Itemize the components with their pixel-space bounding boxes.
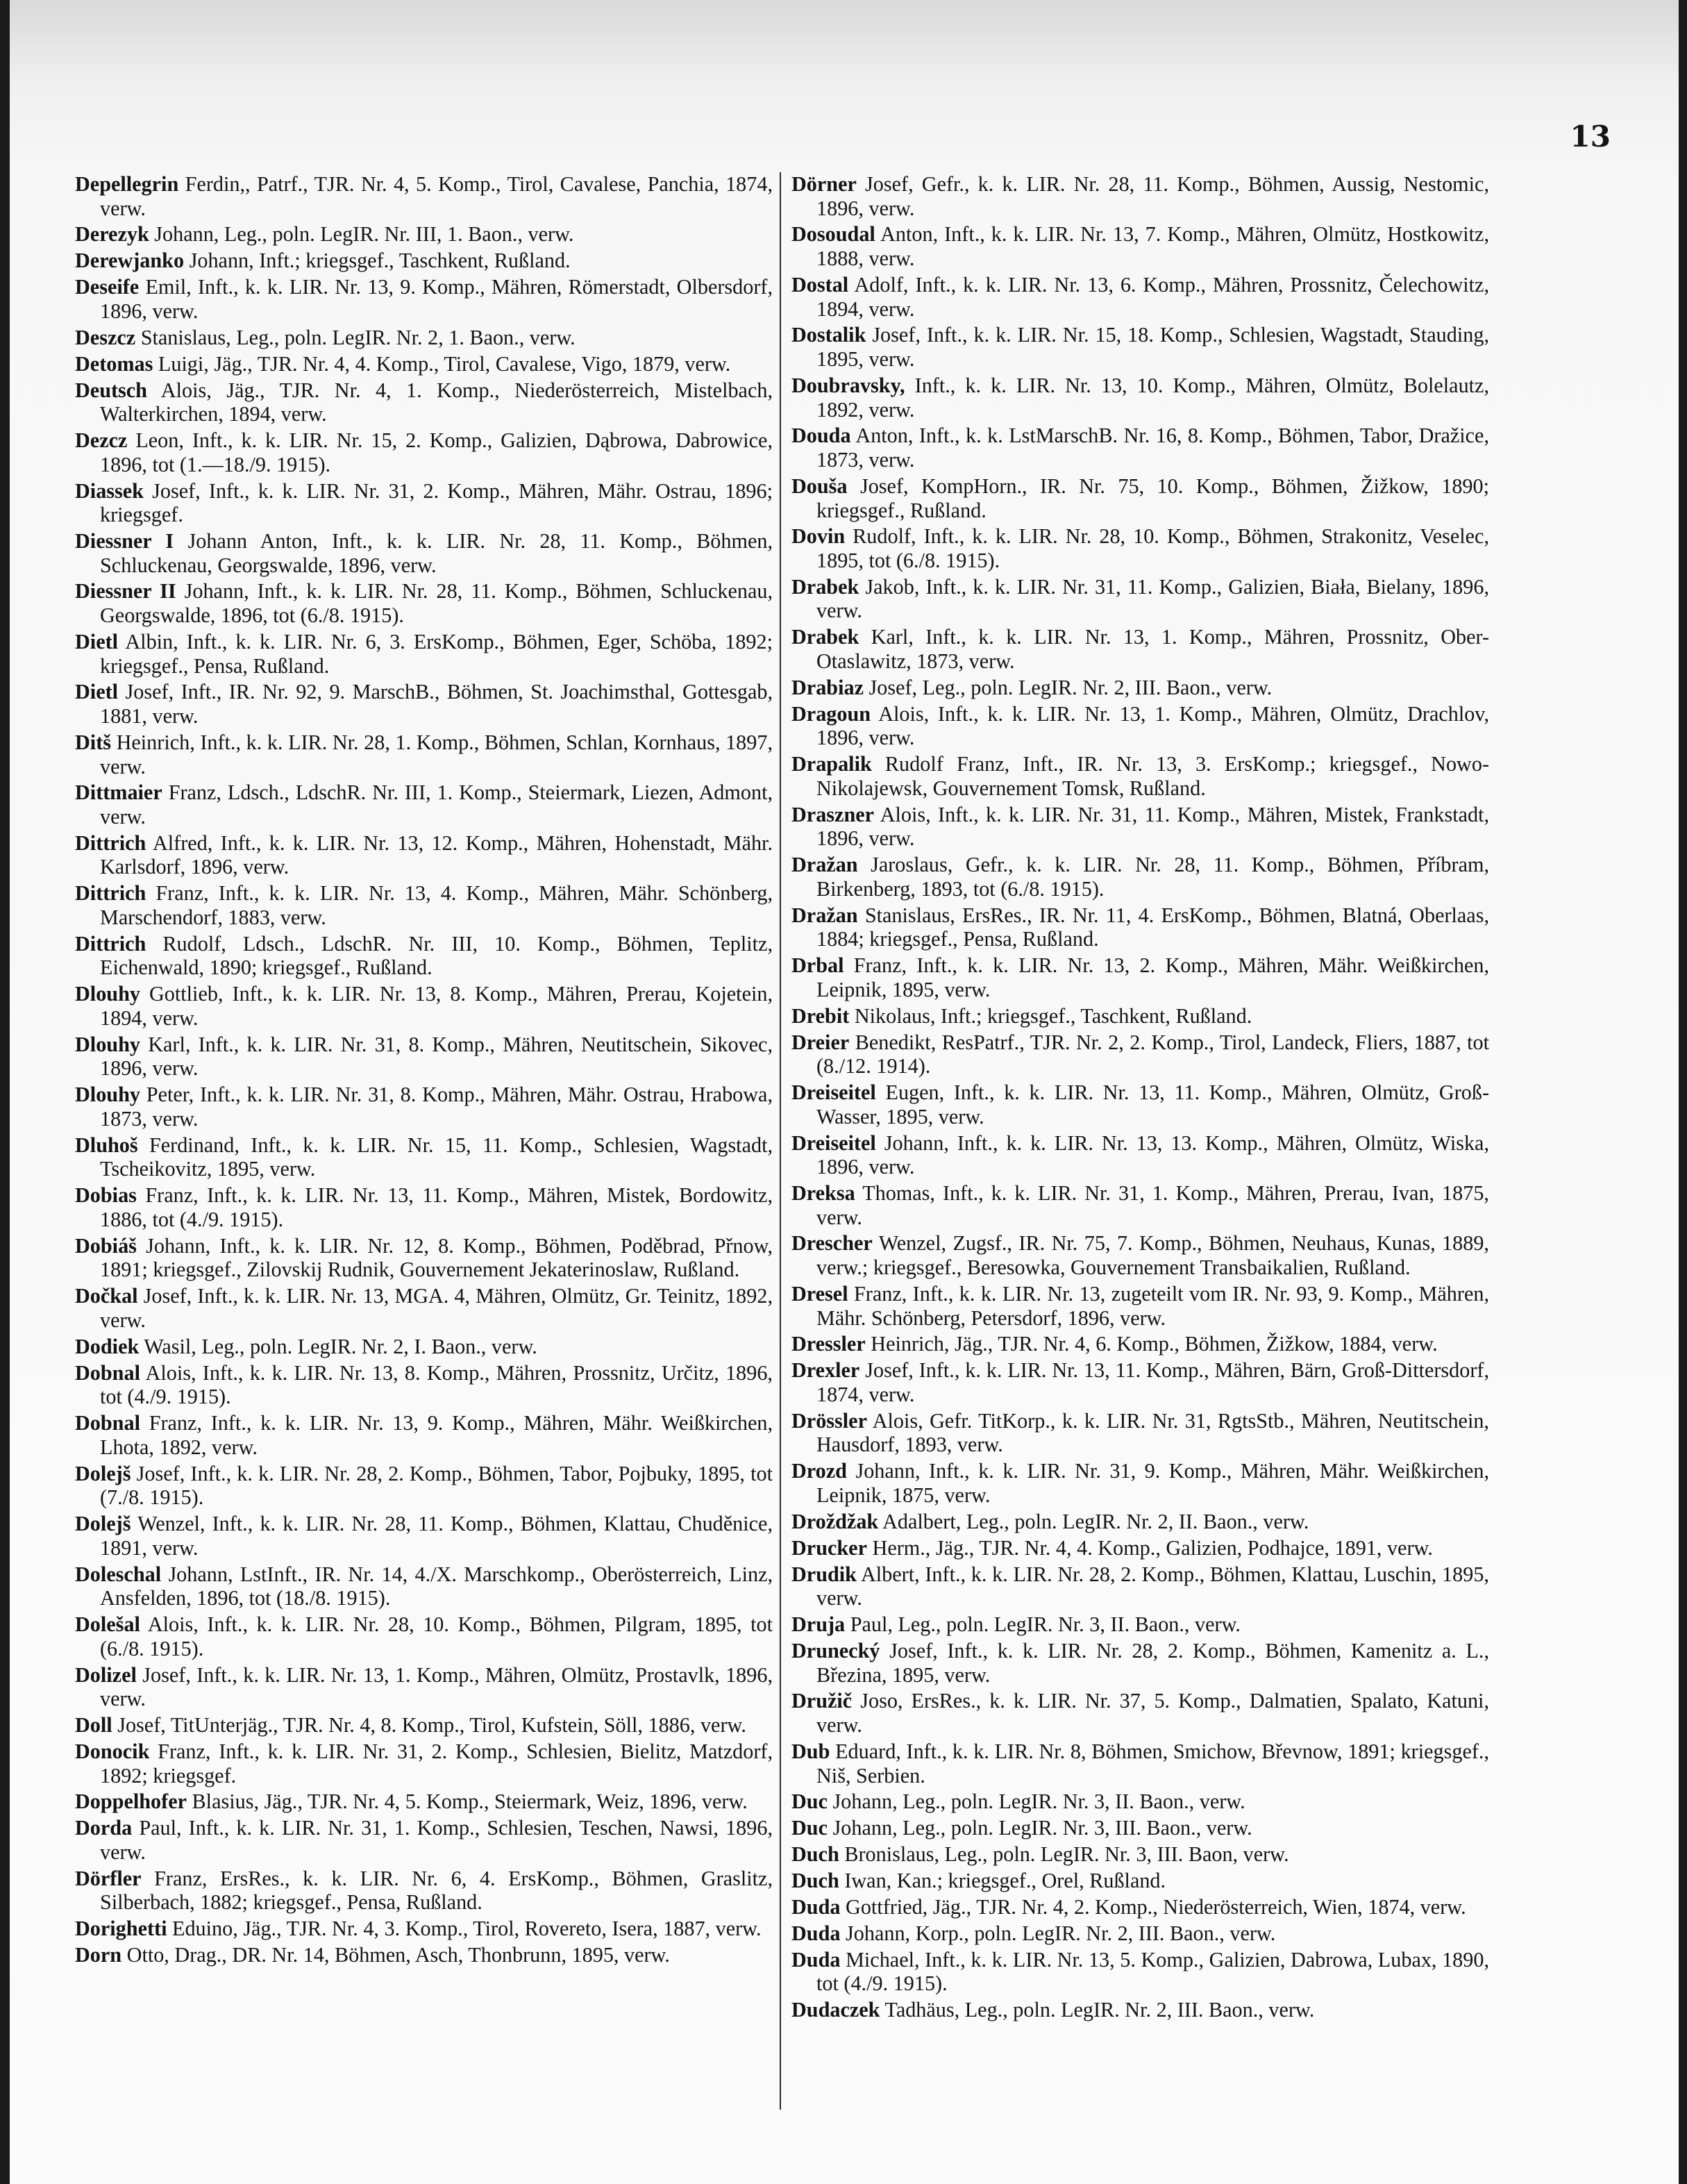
register-entry <box>75 1083 773 1131</box>
entry-details: Johann, LstInft., IR. Nr. 14, 4./X. Marschkomp., Oberösterreich, Linz, Ansfelden, 1896, tot (18./8. 1915). <box>100 1562 773 1610</box>
register-entry <box>75 1663 773 1711</box>
entry-details: Karl, Inft., k. k. LIR. Nr. 13, 1. Komp., Mähren, Prossnitz, Ober-Otaslawitz, 1873, verw. <box>816 625 1489 673</box>
entry-details: Albin, Inft., k. k. LIR. Nr. 6, 3. ErsKomp., Böhmen, Eger, Schöba, 1892; kriegsgef., Pensa, Rußland. <box>100 629 773 678</box>
entry-details: Adolf, Inft., k. k. LIR. Nr. 13, 6. Komp., Mähren, Prossnitz, Čelechowitz, 1894, verw. <box>816 272 1489 321</box>
entry-details: Josef, Inft., k. k. LIR. Nr. 13, MGA. 4, Mähren, Olmütz, Gr. Teinitz, 1892, verw. <box>100 1284 773 1332</box>
entry-surname: Doll <box>75 1713 112 1737</box>
register-entry <box>791 953 1489 1001</box>
entry-surname: Dražan <box>791 903 858 927</box>
column-divider <box>780 172 781 2110</box>
entry-details: Johann, Inft., k. k. LIR. Nr. 12, 8. Komp., Böhmen, Poděbrad, Přnow, 1891; kriegsgef., Zilovskij Rudnik, Gouvernement Jekaterinoslaw, Rußland. <box>100 1233 773 1282</box>
register-entry <box>75 1335 773 1359</box>
entry-details: Leon, Inft., k. k. LIR. Nr. 15, 2. Komp., Galizien, Dąbrowa, Dabrowice, 1896, tot (1.—18./9. 1915). <box>100 428 773 476</box>
entry-surname: Dietl <box>75 680 119 704</box>
entry-details: Josef, Inft., k. k. LIR. Nr. 28, 2. Komp., Böhmen, Kamenitz a. L., Březina, 1895, verw. <box>816 1638 1490 1687</box>
entry-details: Gottfried, Jäg., TJR. Nr. 4, 2. Komp., Niederösterreich, Wien, 1874, verw. <box>846 1894 1466 1919</box>
entry-surname: Dosoudal <box>791 222 875 247</box>
register-entry <box>791 1282 1489 1330</box>
entry-surname: Dobnal <box>75 1360 140 1385</box>
entry-details: Franz, Inft., k. k. LIR. Nr. 13, 4. Komp., Mähren, Mähr. Schönberg, Marschendorf, 1883, verw. <box>100 881 773 929</box>
entry-surname: Deseife <box>75 275 140 299</box>
entry-details: Blasius, Jäg., TJR. Nr. 4, 5. Komp., Steiermark, Weiz, 1896, verw. <box>192 1790 748 1814</box>
entry-details: Franz, Inft., k. k. LIR. Nr. 13, 11. Komp., Mähren, Mistek, Bordowitz, 1886, tot (4./9. 1915). <box>100 1183 773 1231</box>
entry-surname: Dragoun <box>791 701 871 726</box>
entry-details: Josef, Inft., k. k. LIR. Nr. 13, 1. Komp., Mähren, Olmütz, Prostavlk, 1896, verw. <box>100 1662 773 1711</box>
register-entry <box>791 1332 1489 1356</box>
register-entry <box>75 1943 773 1967</box>
entry-details: Eugen, Inft., k. k. LIR. Nr. 13, 11. Komp., Mähren, Olmütz, Groß-Wasser, 1895, verw. <box>816 1081 1490 1128</box>
register-entry <box>75 428 773 476</box>
entry-details: Johann, Leg., poln. LegIR. Nr. 3, II. Baon., verw. <box>832 1790 1245 1814</box>
entry-details: Heinrich, Inft., k. k. LIR. Nr. 28, 1. Komp., Böhmen, Schlan, Kornhaus, 1897, verw. <box>100 730 773 778</box>
entry-details: Emil, Inft., k. k. LIR. Nr. 13, 9. Komp., Mähren, Römerstadt, Olbersdorf, 1896, verw. <box>100 275 773 323</box>
entry-details: Johann, Korp., poln. LegIR. Nr. 2, III. Baon., verw. <box>846 1921 1276 1945</box>
entry-surname: Dlouhy <box>75 1083 140 1107</box>
entry-surname: Dolejš <box>75 1512 131 1536</box>
entry-surname: Dreiseitel <box>791 1131 876 1155</box>
entry-surname: Douda <box>791 424 851 448</box>
entry-surname: Dodiek <box>75 1334 140 1358</box>
page-number: 13 <box>1570 119 1611 153</box>
right-column <box>791 172 1489 2024</box>
entry-details: Alois, Jäg., TJR. Nr. 4, 1. Komp., Niederösterreich, Mistelbach, Walterkirchen, 1894, verw. <box>100 378 773 426</box>
entry-surname: Diessner I <box>75 528 174 553</box>
entry-details: Alois, Inft., k. k. LIR. Nr. 13, 1. Komp., Mähren, Olmütz, Drachlov, 1896, verw. <box>816 701 1489 750</box>
register-entry <box>75 1133 773 1181</box>
register-entry <box>791 1181 1489 1229</box>
register-entry <box>75 275 773 323</box>
register-entry <box>791 1409 1489 1457</box>
entry-surname: Dostalik <box>791 323 866 347</box>
register-entry <box>791 1131 1489 1179</box>
register-entry <box>791 172 1489 220</box>
entry-details: Franz, ErsRes., k. k. LIR. Nr. 6, 4. ErsKomp., Böhmen, Graslitz, Silberbach, 1882; kriegsgef., Pensa, Rußland. <box>100 1866 773 1915</box>
entry-surname: Drescher <box>791 1231 873 1256</box>
register-entry <box>791 1869 1489 1893</box>
register-entry <box>791 1689 1489 1737</box>
entry-surname: Dressler <box>791 1332 866 1356</box>
entry-details: Albert, Inft., k. k. LIR. Nr. 28, 2. Komp., Böhmen, Klattau, Luschin, 1895, verw. <box>816 1562 1489 1610</box>
left-column <box>75 172 773 1969</box>
entry-surname: Diessner II <box>75 579 176 603</box>
entry-details: Stanislaus, Leg., poln. LegIR. Nr. 2, 1. Baon., verw. <box>140 325 576 349</box>
entry-surname: Doppelhofer <box>75 1790 187 1814</box>
entry-details: Alois, Inft., k. k. LIR. Nr. 28, 10. Komp., Böhmen, Pilgram, 1895, tot (6./8. 1915). <box>100 1612 773 1660</box>
entry-surname: Dorighetti <box>75 1917 167 1941</box>
entry-details: Josef, Inft., k. k. LIR. Nr. 15, 18. Komp., Schlesien, Wagstadt, Stauding, 1895, verw. <box>816 323 1489 372</box>
entry-details: Herm., Jäg., TJR. Nr. 4, 4. Komp., Galizien, Podhajce, 1891, verw. <box>872 1535 1433 1560</box>
entry-details: Wenzel, Inft., k. k. LIR. Nr. 28, 11. Komp., Böhmen, Klattau, Chuděnice, 1891, verw. <box>100 1512 773 1560</box>
register-entry <box>791 1790 1489 1814</box>
register-entry <box>791 1895 1489 1919</box>
entry-surname: Dorda <box>75 1816 133 1840</box>
entry-surname: Dreiseitel <box>791 1081 876 1105</box>
register-entry <box>791 1740 1489 1787</box>
entry-details: Ferdinand, Inft., k. k. LIR. Nr. 15, 11. Komp., Schlesien, Wagstadt, Tscheikovitz, 1895, verw. <box>100 1133 773 1181</box>
register-entry <box>75 352 773 376</box>
entry-surname: Dreksa <box>791 1181 855 1205</box>
entry-details: Luigi, Jäg., TJR. Nr. 4, 4. Komp., Tirol, Cavalese, Vigo, 1879, verw. <box>158 351 731 376</box>
entry-details: Wasil, Leg., poln. LegIR. Nr. 2, I. Baon., verw. <box>144 1334 537 1358</box>
register-entry <box>791 1612 1489 1637</box>
entry-details: Benedikt, ResPatrf., TJR. Nr. 2, 2. Komp., Tirol, Landeck, Fliers, 1887, tot (8./12. 1914). <box>816 1030 1489 1078</box>
entry-details: Josef, TitUnterjäg., TJR. Nr. 4, 8. Komp., Tirol, Kufstein, Söll, 1886, verw. <box>117 1713 746 1737</box>
register-entry <box>75 881 773 929</box>
register-entry <box>791 803 1489 851</box>
register-entry <box>791 1031 1489 1078</box>
register-entry <box>75 579 773 627</box>
register-entry <box>75 1562 773 1610</box>
entry-surname: Doubravsky, <box>791 373 905 397</box>
entry-surname: Detomas <box>75 351 153 376</box>
register-entry <box>791 1998 1489 2022</box>
entry-details: Alois, Inft., k. k. LIR. Nr. 13, 8. Komp., Mähren, Prossnitz, Určitz, 1896, tot (4./9. 1915). <box>100 1360 773 1409</box>
entry-details: Johann, Inft., k. k. LIR. Nr. 13, 13. Komp., Mähren, Olmütz, Wiska, 1896, verw. <box>816 1131 1489 1179</box>
register-entry <box>75 731 773 778</box>
register-entry <box>75 982 773 1030</box>
entry-details: Jakob, Inft., k. k. LIR. Nr. 31, 11. Komp., Galizien, Biała, Bielany, 1896, verw. <box>816 574 1489 623</box>
register-entry <box>75 1512 773 1560</box>
entry-surname: Dolizel <box>75 1662 137 1687</box>
entry-surname: Doleschal <box>75 1562 162 1586</box>
register-entry <box>791 752 1489 800</box>
entry-surname: Dorn <box>75 1943 122 1967</box>
entry-details: Franz, Inft., k. k. LIR. Nr. 13, 9. Komp., Mähren, Mähr. Weißkirchen, Lhota, 1892, verw. <box>100 1411 773 1459</box>
entry-surname: Dobias <box>75 1183 137 1208</box>
entry-surname: Donocik <box>75 1739 150 1763</box>
register-entry <box>75 1033 773 1081</box>
register-entry <box>791 1459 1489 1507</box>
register-entry <box>791 1639 1489 1687</box>
entry-surname: Dittmaier <box>75 781 162 805</box>
register-entry <box>75 222 773 247</box>
entry-details: Franz, Inft., k. k. LIR. Nr. 13, 2. Komp., Mähren, Mähr. Weißkirchen, Leipnik, 1895, verw. <box>816 953 1489 1001</box>
entry-details: Michael, Inft., k. k. LIR. Nr. 13, 5. Komp., Galizien, Dabrowa, Lubax, 1890, tot (4./9. 1915). <box>816 1947 1489 1996</box>
register-entry <box>75 249 773 273</box>
entry-details: Alfred, Inft., k. k. LIR. Nr. 13, 12. Komp., Mähren, Hohenstadt, Mähr. Karlsdorf, 1896, verw. <box>100 831 773 879</box>
entry-surname: Dolešal <box>75 1612 140 1637</box>
entry-surname: Dlouhy <box>75 1032 140 1056</box>
entry-details: Johann, Inft.; kriegsgef., Taschkent, Rußland. <box>189 249 571 273</box>
entry-surname: Derezyk <box>75 222 149 247</box>
entry-details: Anton, Inft., k. k. LstMarschB. Nr. 16, 8. Komp., Böhmen, Tabor, Dražice, 1873, verw. <box>816 424 1489 472</box>
entry-details: Jaroslaus, Gefr., k. k. LIR. Nr. 28, 11. Komp., Böhmen, Příbram, Birkenberg, 1893, tot (6./8. 1915). <box>816 853 1489 901</box>
entry-surname: Drucker <box>791 1535 867 1560</box>
register-entry <box>75 1183 773 1231</box>
entry-surname: Dolejš <box>75 1461 131 1485</box>
register-entry <box>791 1816 1489 1840</box>
register-entry <box>75 479 773 527</box>
entry-surname: Dittrich <box>75 881 146 906</box>
entry-surname: Dluhoš <box>75 1133 138 1157</box>
register-entry <box>75 1361 773 1409</box>
register-entry <box>791 575 1489 623</box>
entry-details: Nikolaus, Inft.; kriegsgef., Taschkent, Rußland. <box>854 1003 1252 1028</box>
entry-surname: Drexler <box>791 1358 860 1383</box>
entry-details: Alois, Inft., k. k. LIR. Nr. 31, 11. Komp., Mähren, Mistek, Frankstadt, 1896, verw. <box>816 802 1490 851</box>
entry-surname: Dovin <box>791 524 846 549</box>
entry-details: Eduard, Inft., k. k. LIR. Nr. 8, Böhmen, Smichow, Břevnow, 1891; kriegsgef., Niš, Serbien. <box>816 1739 1490 1787</box>
entry-details: Adalbert, Leg., poln. LegIR. Nr. 2, II. Baon., verw. <box>882 1509 1309 1533</box>
entry-surname: Drozd <box>791 1459 847 1483</box>
register-entry <box>75 1612 773 1660</box>
entry-surname: Dobiáš <box>75 1233 137 1258</box>
entry-details: Tadhäus, Leg., poln. LegIR. Nr. 2, III. Baon., verw. <box>884 1998 1315 2022</box>
entry-surname: Druja <box>791 1612 846 1637</box>
register-entry <box>791 625 1489 673</box>
entry-details: Johann, Leg., poln. LegIR. Nr. 3, III. Baon., verw. <box>832 1816 1252 1840</box>
register-entry <box>791 374 1489 422</box>
entry-details: Johann, Inft., k. k. LIR. Nr. 28, 11. Komp., Böhmen, Schluckenau, Georgswalde, 1896, tot (6./8. 1915). <box>100 579 773 628</box>
entry-details: Ferdin,, Patrf., TJR. Nr. 4, 5. Komp., Tirol, Cavalese, Panchia, 1874, verw. <box>100 172 773 220</box>
entry-surname: Dezcz <box>75 428 128 453</box>
entry-details: Paul, Leg., poln. LegIR. Nr. 3, II. Baon., verw. <box>850 1612 1241 1637</box>
register-entry <box>75 932 773 980</box>
register-entry <box>75 1411 773 1459</box>
entry-surname: Duda <box>791 1947 841 1972</box>
entry-details: Eduino, Jäg., TJR. Nr. 4, 3. Komp., Tirol, Rovereto, Isera, 1887, verw. <box>172 1917 762 1941</box>
register-entry <box>75 1740 773 1787</box>
entry-surname: Drössler <box>791 1408 867 1433</box>
entry-details: Josef, Inft., IR. Nr. 92, 9. MarschB., Böhmen, St. Joachimsthal, Gottesgab, 1881, verw. <box>100 680 773 728</box>
entry-surname: Derewjanko <box>75 249 185 273</box>
entry-details: Josef, Inft., k. k. LIR. Nr. 28, 2. Komp., Böhmen, Tabor, Pojbuky, 1895, tot (7./8. 1915). <box>100 1461 773 1510</box>
entry-details: Stanislaus, ErsRes., IR. Nr. 11, 4. ErsKomp., Böhmen, Blatná, Oberlaas, 1884; kriegsgef., Pensa, Rußland. <box>816 903 1489 951</box>
register-entry <box>791 222 1489 270</box>
entry-details: Rudolf Franz, Inft., IR. Nr. 13, 3. ErsKomp.; kriegsgef., Nowo-Nikolajewsk, Gouvernement Tomsk, Rußland. <box>816 752 1489 800</box>
entry-surname: Dreier <box>791 1030 850 1054</box>
register-entry <box>75 1462 773 1510</box>
entry-surname: Dostal <box>791 272 849 297</box>
entry-surname: Douša <box>791 474 848 498</box>
entry-details: Wenzel, Zugsf., IR. Nr. 75, 7. Komp., Böhmen, Neuhaus, Kunas, 1889, verw.; kriegsgef., Beresowka, Gouvernement Transbaikalien, Rußland. <box>816 1231 1489 1280</box>
entry-details: Anton, Inft., k. k. LIR. Nr. 13, 7. Komp., Mähren, Olmütz, Hostkowitz, 1888, verw. <box>816 222 1489 271</box>
entry-details: Joso, ErsRes., k. k. LIR. Nr. 37, 5. Komp., Dalmatien, Spalato, Katuni, verw. <box>816 1689 1489 1737</box>
entry-details: Peter, Inft., k. k. LIR. Nr. 31, 8. Komp., Mähren, Mähr. Ostrau, Hrabowa, 1873, verw. <box>100 1083 773 1131</box>
entry-surname: Dočkal <box>75 1284 138 1308</box>
register-entry <box>75 1284 773 1332</box>
entry-surname: Dörner <box>791 172 857 196</box>
register-entry <box>791 474 1489 522</box>
entry-surname: Depellegrin <box>75 172 179 196</box>
register-entry <box>75 172 773 220</box>
entry-details: Josef, Inft., k. k. LIR. Nr. 13, 11. Komp., Mähren, Bärn, Groß-Dittersdorf, 1874, verw. <box>816 1358 1490 1406</box>
entry-surname: Družič <box>791 1689 853 1713</box>
entry-details: Rudolf, Inft., k. k. LIR. Nr. 28, 10. Komp., Böhmen, Strakonitz, Veselec, 1895, tot (6./8. 1915). <box>816 524 1490 572</box>
register-entry <box>75 1816 773 1864</box>
entry-surname: Diassek <box>75 478 144 503</box>
entry-surname: Drabek <box>791 574 859 599</box>
entry-surname: Dittrich <box>75 931 146 956</box>
entry-surname: Draszner <box>791 802 875 826</box>
entry-details: Rudolf, Ldsch., LdschR. Nr. III, 10. Komp., Böhmen, Teplitz, Eichenwald, 1890; kriegsgef., Rußland. <box>100 931 773 980</box>
register-entry <box>75 529 773 577</box>
entry-details: Josef, Inft., k. k. LIR. Nr. 31, 2. Komp., Mähren, Mähr. Ostrau, 1896; kriegsgef. <box>100 478 773 527</box>
register-entry <box>75 378 773 426</box>
register-entry <box>791 1842 1489 1867</box>
entry-surname: Duch <box>791 1869 839 1893</box>
entry-surname: Ditš <box>75 730 111 754</box>
entry-details: Alois, Gefr. TitKorp., k. k. LIR. Nr. 31, RgtsStb., Mähren, Neutitschein, Hausdorf, 1893, verw. <box>816 1408 1489 1457</box>
entry-surname: Droždžak <box>791 1509 879 1533</box>
register-entry <box>791 424 1489 472</box>
register-entry <box>791 1510 1489 1534</box>
register-entry <box>75 680 773 728</box>
entry-details: Josef, KompHorn., IR. Nr. 75, 10. Komp., Böhmen, Žižkow, 1890; kriegsgef., Rußland. <box>816 474 1489 522</box>
register-entry <box>791 1358 1489 1406</box>
entry-surname: Dražan <box>791 853 858 877</box>
register-entry <box>791 323 1489 371</box>
entry-surname: Drabiaz <box>791 675 864 699</box>
entry-surname: Duda <box>791 1894 841 1919</box>
entry-details: Johann Anton, Inft., k. k. LIR. Nr. 28, 11. Komp., Böhmen, Schluckenau, Georgswalde, 1896, verw. <box>100 528 773 577</box>
entry-surname: Dobnal <box>75 1411 140 1435</box>
register-entry <box>75 1790 773 1814</box>
register-entry <box>791 1004 1489 1028</box>
entry-details: Josef, Leg., poln. LegIR. Nr. 2, III. Baon., verw. <box>868 675 1273 699</box>
entry-details: Johann, Inft., k. k. LIR. Nr. 31, 9. Komp., Mähren, Mähr. Weißkirchen, Leipnik, 1875, verw. <box>816 1459 1490 1507</box>
register-entry <box>791 1922 1489 1946</box>
register-entry <box>791 676 1489 700</box>
register-entry <box>791 853 1489 901</box>
register-entry <box>791 1081 1489 1128</box>
entry-surname: Dudaczek <box>791 1998 880 2022</box>
entry-surname: Duda <box>791 1921 841 1945</box>
register-entry <box>791 1948 1489 1996</box>
register-entry <box>791 1536 1489 1560</box>
register-entry <box>791 1562 1489 1610</box>
entry-surname: Drudik <box>791 1562 857 1586</box>
entry-details: Thomas, Inft., k. k. LIR. Nr. 31, 1. Komp., Mähren, Prerau, Ivan, 1875, verw. <box>816 1181 1489 1229</box>
entry-details: Inft., k. k. LIR. Nr. 13, 10. Komp., Mähren, Olmütz, Bolelautz, 1892, verw. <box>816 373 1489 422</box>
entry-surname: Drunecký <box>791 1638 880 1662</box>
register-entry <box>791 1231 1489 1279</box>
entry-surname: Duc <box>791 1816 828 1840</box>
entry-details: Franz, Inft., k. k. LIR. Nr. 31, 2. Komp., Schlesien, Bielitz, Matzdorf, 1892; kriegsgef. <box>100 1739 773 1787</box>
register-entry <box>75 326 773 350</box>
register-entry <box>75 1713 773 1737</box>
entry-details: Karl, Inft., k. k. LIR. Nr. 31, 8. Komp., Mähren, Neutitschein, Sikovec, 1896, verw. <box>100 1032 773 1081</box>
register-entry <box>791 273 1489 321</box>
entry-surname: Drbal <box>791 953 844 978</box>
entry-surname: Dresel <box>791 1281 848 1306</box>
entry-surname: Duch <box>791 1842 839 1867</box>
entry-surname: Drebit <box>791 1003 850 1028</box>
register-entry <box>791 524 1489 572</box>
entry-details: Paul, Inft., k. k. LIR. Nr. 31, 1. Komp., Schlesien, Teschen, Nawsi, 1896, verw. <box>100 1816 773 1864</box>
entry-details: Otto, Drag., DR. Nr. 14, Böhmen, Asch, Thonbrunn, 1895, verw. <box>126 1943 670 1967</box>
entry-surname: Drapalik <box>791 752 872 776</box>
entry-details: Gottlieb, Inft., k. k. LIR. Nr. 13, 8. Komp., Mähren, Prerau, Kojetein, 1894, verw. <box>100 982 773 1030</box>
entry-surname: Deutsch <box>75 378 147 402</box>
entry-details: Johann, Leg., poln. LegIR. Nr. III, 1. Baon., verw. <box>154 222 574 247</box>
entry-surname: Dörfler <box>75 1866 142 1890</box>
register-entry <box>75 831 773 879</box>
entry-details: Iwan, Kan.; kriegsgef., Orel, Rußland. <box>844 1869 1166 1893</box>
entry-surname: Dittrich <box>75 831 146 855</box>
entry-details: Franz, Ldsch., LdschR. Nr. III, 1. Komp., Steiermark, Liezen, Admont, verw. <box>100 781 773 828</box>
entry-details: Franz, Inft., k. k. LIR. Nr. 13, zugeteilt vom IR. Nr. 93, 9. Komp., Mähren, Mähr. Schönberg, Petersdorf, 1896, verw. <box>816 1281 1489 1330</box>
register-entry <box>75 1917 773 1941</box>
entry-surname: Drabek <box>791 625 859 649</box>
register-entry <box>75 630 773 678</box>
entry-surname: Dietl <box>75 629 119 653</box>
entry-surname: Deszcz <box>75 325 136 349</box>
register-entry <box>75 1234 773 1282</box>
entry-details: Bronislaus, Leg., poln. LegIR. Nr. 3, III. Baon, verw. <box>844 1842 1289 1867</box>
register-entry <box>791 903 1489 951</box>
entry-surname: Duc <box>791 1790 828 1814</box>
entry-surname: Dub <box>791 1739 830 1763</box>
register-entry <box>791 702 1489 750</box>
entry-details: Heinrich, Jäg., TJR. Nr. 4, 6. Komp., Böhmen, Žižkow, 1884, verw. <box>871 1332 1438 1356</box>
entry-surname: Dlouhy <box>75 982 140 1006</box>
register-entry <box>75 1867 773 1915</box>
entry-details: Josef, Gefr., k. k. LIR. Nr. 28, 11. Komp., Böhmen, Aussig, Nestomic, 1896, verw. <box>816 172 1489 220</box>
register-entry <box>75 781 773 828</box>
